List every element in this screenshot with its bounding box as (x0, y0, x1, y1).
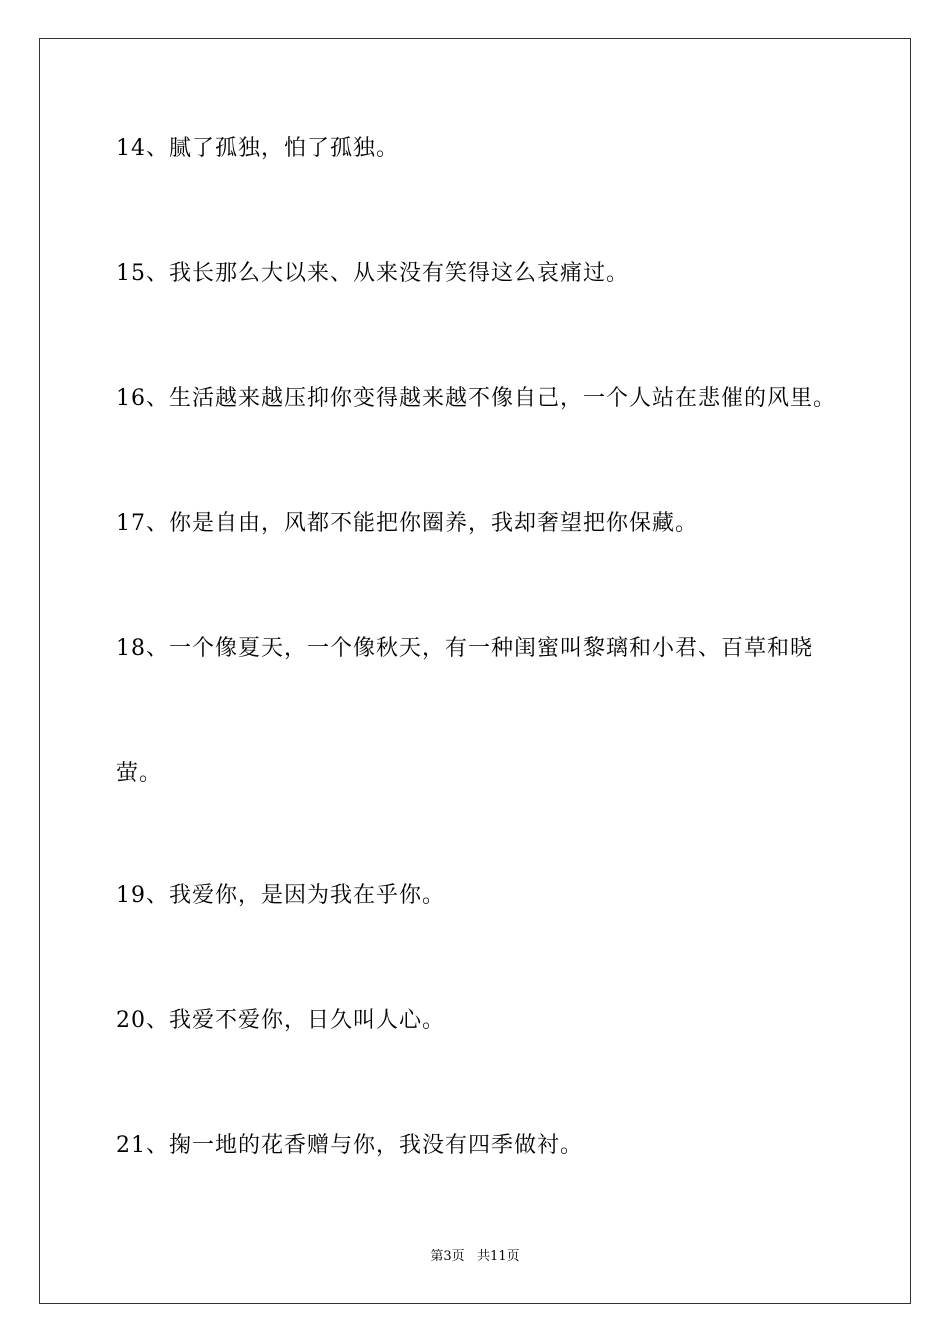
text-line-18: 18、一个像夏天，一个像秋天，有一种闺蜜叫黎璃和小君、百草和晓 (116, 636, 813, 661)
text-line-19: 19、我爱你，是因为我在乎你。 (116, 883, 445, 908)
text-line-14: 14、腻了孤独，怕了孤独。 (116, 136, 399, 161)
page-number-footer: 第3页 共11页 (430, 1249, 520, 1264)
page-border (39, 38, 911, 1304)
text-line-18-continued: 萤。 (116, 761, 163, 786)
text-line-16: 16、生活越来越压抑你变得越来越不像自己，一个人站在悲催的风里。 (116, 386, 836, 411)
text-line-17: 17、你是自由，风都不能把你圈养，我却奢望把你保藏。 (116, 511, 698, 536)
text-line-15: 15、我长那么大以来、从来没有笑得这么哀痛过。 (116, 261, 629, 286)
text-line-20: 20、我爱不爱你，日久叫人心。 (116, 1008, 445, 1033)
text-line-21: 21、掬一地的花香赠与你，我没有四季做衬。 (116, 1133, 583, 1158)
